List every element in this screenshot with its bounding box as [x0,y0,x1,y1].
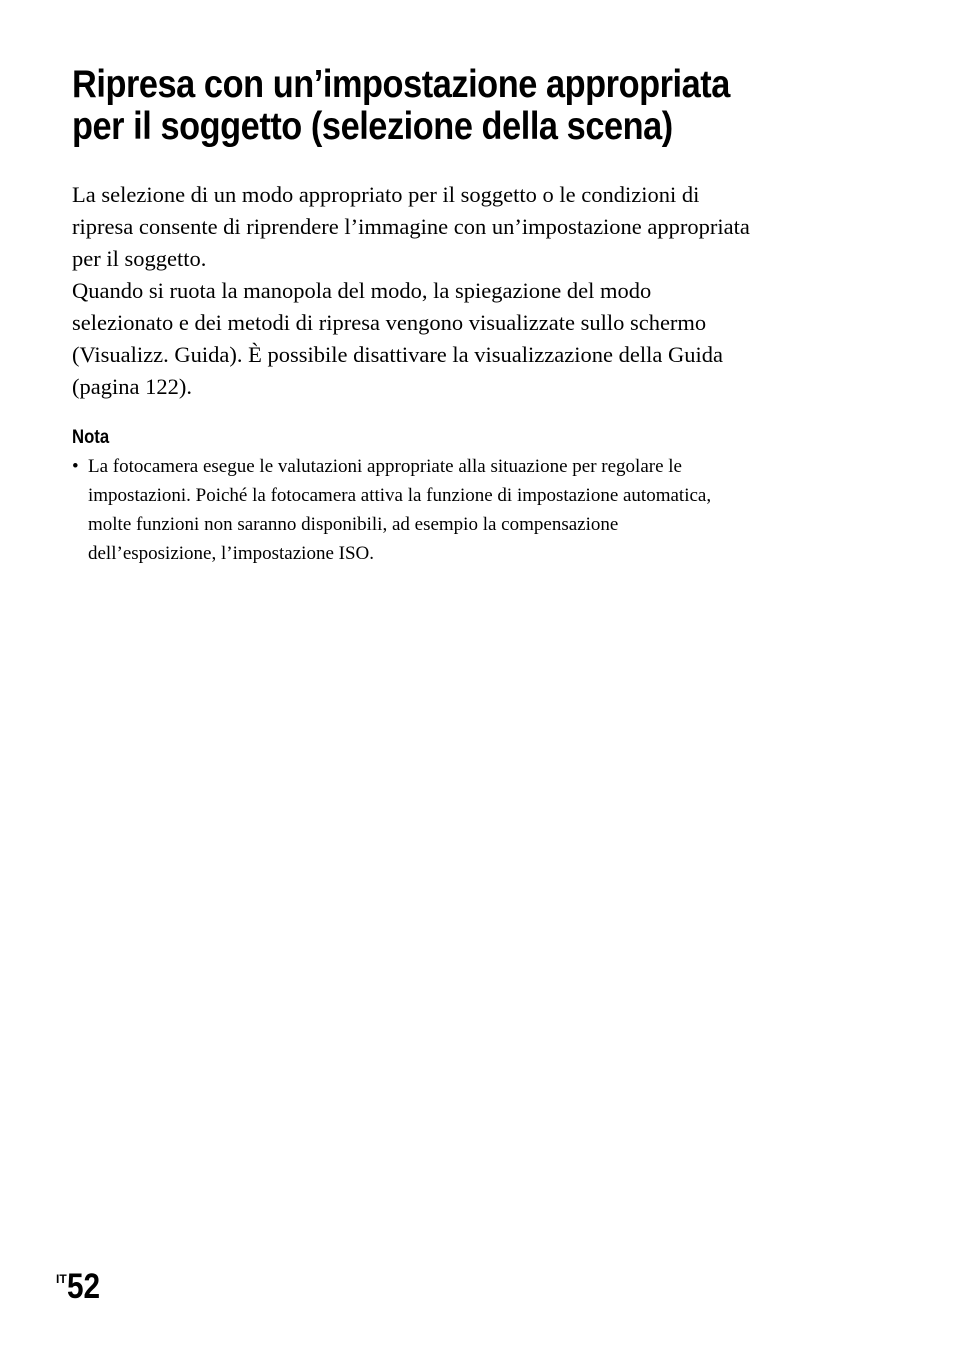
intro-line: ripresa consente di riprendere l’immagine con un’impostazione appropriata [72,214,750,239]
page-title [72,64,811,148]
note-item [72,452,852,568]
page-title-line-2: per il soggetto (selezione della scena) [72,105,673,148]
note-line: La fotocamera esegue le valutazioni appropriate alla situazione per regolare le [88,456,682,477]
intro-line: selezionato e dei metodi di ripresa vengono visualizzate sullo schermo [72,310,707,335]
note-line: molte funzioni non saranno disponibili, ad esempio la compensazione [88,514,619,535]
intro-line: (Visualizz. Guida). È possibile disattivare la visualizzazione della Guida [72,342,723,367]
note-list [72,452,852,568]
language-code: IT [56,1272,67,1286]
note-line: dell’esposizione, l’impostazione ISO. [88,543,374,564]
intro-line: Quando si ruota la manopola del modo, la spiegazione del modo [72,278,652,303]
intro-line: per il soggetto. [72,246,207,271]
intro-line: (pagina 122). [72,374,192,399]
page-title-line-1: Ripresa con un’impostazione appropriata [72,63,730,106]
page-number: 52 [66,1267,100,1306]
note-line: impostazioni. Poiché la fotocamera attiva la funzione di impostazione automatica, [88,485,712,506]
intro-paragraphs [72,179,862,403]
intro-line: La selezione di un modo appropriato per il soggetto o le condizioni di [72,182,700,207]
bullet-icon: • [72,456,79,477]
note-heading: Nota [72,427,110,448]
page-footer [56,1268,106,1310]
